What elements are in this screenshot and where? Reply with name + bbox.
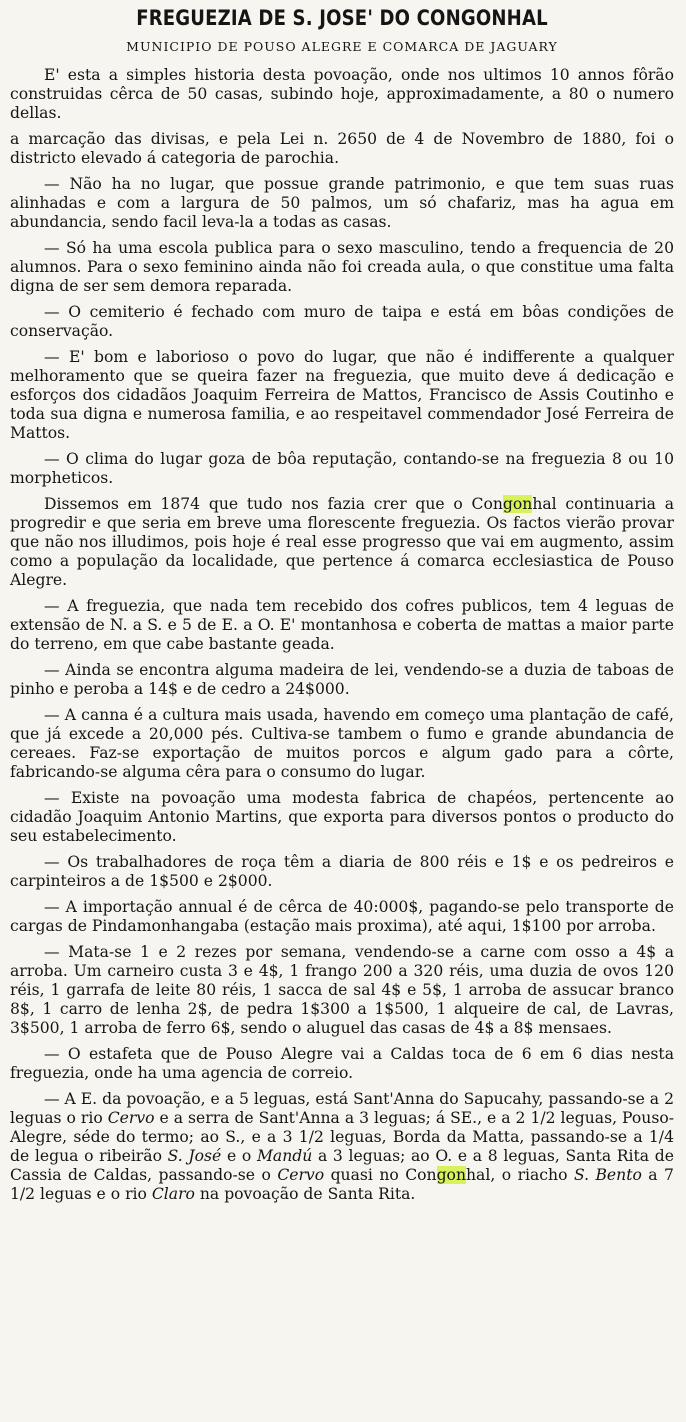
article-body [10, 66, 674, 1204]
article-paragraph [10, 239, 674, 296]
article-paragraph [10, 1090, 674, 1204]
italic-text: Cervo [107, 1109, 155, 1127]
paragraph-text: a 3 leguas; ao O. e a 8 leguas, Santa Rita de Cassia de Caldas, passando-se o [10, 1147, 674, 1184]
paragraph-text: hal continuaria a progredir e que seria em breve uma florescente freguezia. Os factos vierão provar que não nos illudimos, pois hoje é real esse progresso que vai em augmento, assim como a população da localidade, que pertence á comarca ecclesiastica de Pouso Alegre. [10, 495, 675, 589]
article-paragraph [10, 175, 674, 232]
paragraph-text: — A importação annual é de cêrca de 40:000$, pagando-se pelo transporte de cargas de Pindamonhangaba (estação mais proxima), até aqui, 1$100 por arroba. [10, 898, 674, 935]
article-title: FREGUEZIA DE S. JOSE' DO CONGONHAL [136, 6, 548, 30]
article-paragraph [10, 303, 674, 341]
article-paragraph [10, 66, 674, 123]
italic-text: Mandú [256, 1147, 313, 1165]
paragraph-text: — Mata-se 1 e 2 rezes por semana, vendendo-se a carne com osso a 4$ a arroba. Um carneiro custa 3 e 4$, 1 frango 200 a 320 réis, uma duzia de ovos 120 réis, 1 garrafa de leite 80 réis, 1 sacca de sal 4$ e 5$, 1 arroba de assucar branco 8$, 1 carro de lenha 2$, de pedra 1$300 a 1$500, 1 alqueire de cal, de Lavras, 3$500, 1 arroba de ferro 6$, sendo o aluguel das casas de 4$ a 8$ mensaes. [10, 943, 674, 1037]
search-highlight: gon [502, 495, 533, 513]
article-paragraph [10, 450, 674, 488]
search-highlight: gon [436, 1166, 466, 1184]
article-paragraph [10, 130, 674, 168]
article-paragraph [10, 706, 674, 782]
italic-text: S. Bento [573, 1166, 642, 1184]
paragraph-text: e a serra de Sant'Anna a 3 leguas; á SE., e a 2 1/2 leguas, Pouso-Alegre, séde do termo; ao S., e a 3 1/2 leguas, Borda da Matta, passando-se a 1/4 de legua o ribeirão [10, 1109, 674, 1165]
article-paragraph [10, 597, 674, 654]
article-paragraph [10, 348, 674, 443]
article-paragraph [10, 1045, 674, 1083]
article-paragraph [10, 661, 674, 699]
paragraph-text: — O cemiterio é fechado com muro de taipa e está em bôas condições de conservação. [10, 303, 674, 340]
paragraph-text: — O clima do lugar goza de bôa reputação, contando-se na freguezia 8 ou 10 morpheticos. [10, 450, 674, 487]
article-paragraph [10, 495, 674, 590]
paragraph-text: — A E. da povoação, e a 5 leguas, está Sant'Anna do Sapucahy, passando-se a 2 leguas o rio [10, 1090, 674, 1127]
paragraph-text: na povoação de Santa Rita. [194, 1185, 416, 1203]
paragraph-text: — Só ha uma escola publica para o sexo masculino, tendo a frequencia de 20 alumnos. Para o sexo feminino ainda não foi creada aula, o que constitue uma falta digna de ser sem demora reparada. [10, 239, 674, 295]
article-paragraph [10, 853, 674, 891]
article-subtitle: MUNICIPIO DE POUSO ALEGRE E COMARCA DE JAGUARY [126, 39, 558, 54]
article-paragraph [10, 898, 674, 936]
italic-text: Claro [151, 1185, 195, 1203]
paragraph-text: Dissemos em 1874 que tudo nos fazia crer que o Con [44, 495, 503, 513]
paragraph-text: — Os trabalhadores de roça têm a diaria de 800 réis e 1$ e os pedreiros e carpinteiros a de 1$500 e 2$000. [10, 853, 674, 890]
paragraph-text: hal, o riacho [466, 1166, 574, 1184]
paragraph-text: — Existe na povoação uma modesta fabrica de chapéos, pertencente ao cidadão Joaquim Antonio Martins, que exporta para diversos pontos o producto do seu estabelecimento. [10, 789, 674, 845]
article-paragraph [10, 943, 674, 1038]
article-paragraph [10, 789, 674, 846]
paragraph-text: — O estafeta que de Pouso Alegre vai a Caldas toca de 6 em 6 dias nesta freguezia, onde ha uma agencia de correio. [10, 1045, 674, 1082]
italic-text: S. José [167, 1147, 222, 1165]
paragraph-text: — E' bom e laborioso o povo do lugar, que não é indifferente a qualquer melhoramento que se queira fazer na freguezia, que muito deve á dedicação e esforços dos cidadãos Joaquim Ferreira de Mattos, Francisco de Assis Coutinho e toda sua digna e numerosa familia, e ao respeitavel commendador José Ferreira de Mattos. [10, 348, 674, 442]
paragraph-text: quasi no Con [324, 1166, 437, 1184]
paragraph-text: — A canna é a cultura mais usada, havendo em começo uma plantação de café, que já excede a 20,000 pés. Cultiva-se tambem o fumo e grande abundancia de cereaes. Faz-se exportação de muitos porcos e algum gado para a côrte, fabricando-se alguma cêra para o consumo do lugar. [10, 706, 674, 781]
paragraph-text: e o [221, 1147, 257, 1165]
paragraph-text: — A freguezia, que nada tem recebido dos cofres publicos, tem 4 leguas de extensão de N. a S. e 5 de E. a O. E' montanhosa e coberta de mattas a maior parte do terreno, em que cabe bastante geada. [10, 597, 674, 653]
paragraph-text: — Não ha no lugar, que possue grande patrimonio, e que tem suas ruas alinhadas e com a largura de 50 palmos, um só chafariz, mas ha agua em abundancia, sendo facil leva-la a todas as casas. [10, 175, 674, 231]
paragraph-text: a marcação das divisas, e pela Lei n. 2650 de 4 de Novembro de 1880, foi o districto elevado á categoria de parochia. [10, 130, 674, 167]
paragraph-text: — Ainda se encontra alguma madeira de lei, vendendo-se a duzia de taboas de pinho e peroba a 14$ e de cedro a 24$000. [10, 661, 674, 698]
paragraph-text: a 7 1/2 leguas e o rio [10, 1166, 674, 1203]
italic-text: Cervo [277, 1166, 325, 1184]
paragraph-text: E' esta a simples historia desta povoação, onde nos ultimos 10 annos fôrão construidas cêrca de 50 casas, subindo hoje, approximadamente, a 80 o numero dellas. [10, 66, 674, 122]
